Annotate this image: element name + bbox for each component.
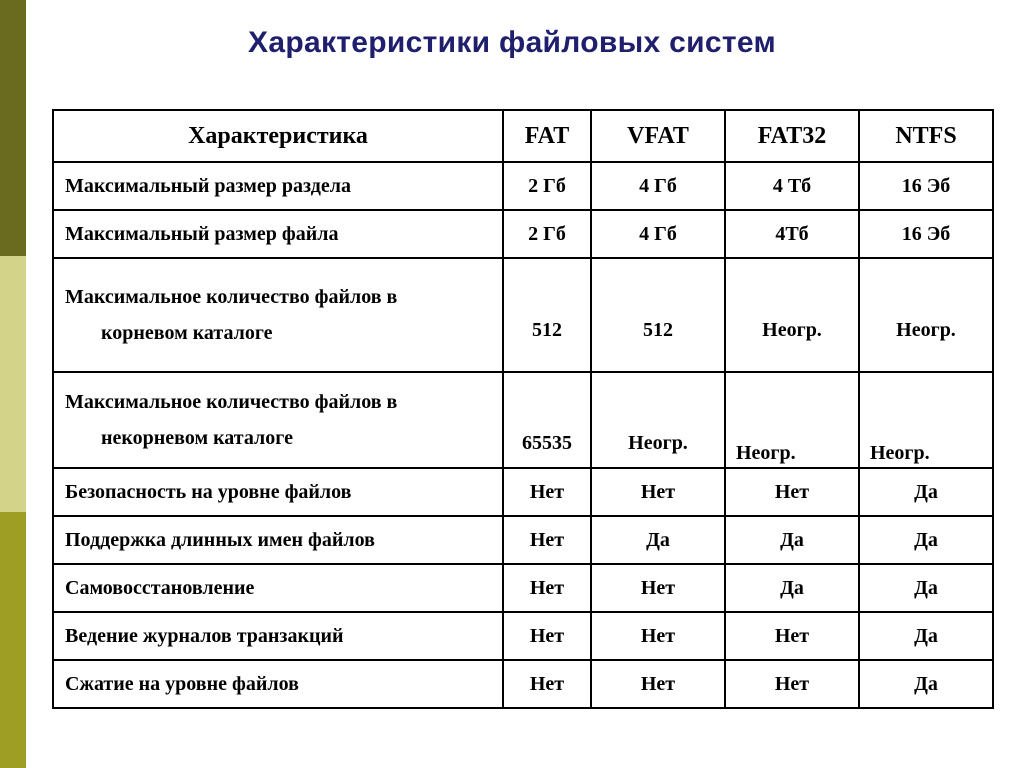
header-ntfs: NTFS [859, 110, 993, 162]
header-characteristic: Характеристика [53, 110, 503, 162]
cell-ntfs: Неогр. [859, 372, 993, 468]
cell-fat: Нет [503, 468, 591, 516]
file-systems-table [52, 109, 994, 709]
cell-fat32: Неогр. [725, 372, 859, 468]
cell-ntfs: Да [859, 660, 993, 708]
side-bar-middle [0, 256, 26, 512]
row-label-line2: корневом каталоге [101, 322, 273, 344]
cell-ntfs: Да [859, 516, 993, 564]
cell-ntfs: 16 Эб [859, 162, 993, 210]
row-label [53, 372, 503, 468]
row-label: Максимальный размер раздела [53, 162, 503, 210]
table-row [53, 372, 993, 468]
row-label [53, 258, 503, 372]
page-title: Характеристики файловых систем [248, 26, 776, 59]
cell-vfat: Нет [591, 564, 725, 612]
cell-fat32: Да [725, 516, 859, 564]
row-label-line1: Максимальное количество файлов в [65, 391, 398, 413]
header-fat32: FAT32 [725, 110, 859, 162]
cell-fat32: Нет [725, 660, 859, 708]
row-label: Ведение журналов транзакций [53, 612, 503, 660]
cell-ntfs: Да [859, 564, 993, 612]
cell-vfat: Нет [591, 660, 725, 708]
cell-fat32: Нет [725, 612, 859, 660]
cell-fat: Нет [503, 564, 591, 612]
row-label-line2: некорневом каталоге [101, 427, 293, 449]
side-bar-bottom [0, 512, 26, 768]
header-fat: FAT [503, 110, 591, 162]
table-row [53, 564, 993, 612]
cell-fat32: 4 Тб [725, 162, 859, 210]
cell-fat32: Неогр. [725, 258, 859, 372]
table-row [53, 468, 993, 516]
table-header-row [53, 110, 993, 162]
cell-vfat: 512 [591, 258, 725, 372]
row-label: Безопасность на уровне файлов [53, 468, 503, 516]
table-row [53, 162, 993, 210]
cell-fat32: Да [725, 564, 859, 612]
row-label-line1: Максимальное количество файлов в [65, 286, 398, 308]
cell-fat32: Нет [725, 468, 859, 516]
cell-fat: Нет [503, 660, 591, 708]
table-row [53, 258, 993, 372]
row-label: Самовосстановление [53, 564, 503, 612]
cell-vfat: Нет [591, 612, 725, 660]
table-row [53, 660, 993, 708]
cell-vfat: 4 Гб [591, 162, 725, 210]
cell-ntfs: Неогр. [859, 258, 993, 372]
cell-fat32: 4Тб [725, 210, 859, 258]
table-row [53, 210, 993, 258]
cell-fat: 65535 [503, 372, 591, 468]
cell-ntfs: 16 Эб [859, 210, 993, 258]
cell-ntfs: Да [859, 468, 993, 516]
row-label: Сжатие на уровне файлов [53, 660, 503, 708]
header-vfat: VFAT [591, 110, 725, 162]
cell-vfat: Да [591, 516, 725, 564]
cell-fat: 2 Гб [503, 162, 591, 210]
cell-vfat: Нет [591, 468, 725, 516]
cell-fat: Нет [503, 516, 591, 564]
cell-vfat: Неогр. [591, 372, 725, 468]
row-label: Поддержка длинных имен файлов [53, 516, 503, 564]
table-row [53, 612, 993, 660]
cell-vfat: 4 Гб [591, 210, 725, 258]
cell-fat: 512 [503, 258, 591, 372]
table-row [53, 516, 993, 564]
row-label: Максимальный размер файла [53, 210, 503, 258]
cell-fat: 2 Гб [503, 210, 591, 258]
cell-ntfs: Да [859, 612, 993, 660]
cell-fat: Нет [503, 612, 591, 660]
